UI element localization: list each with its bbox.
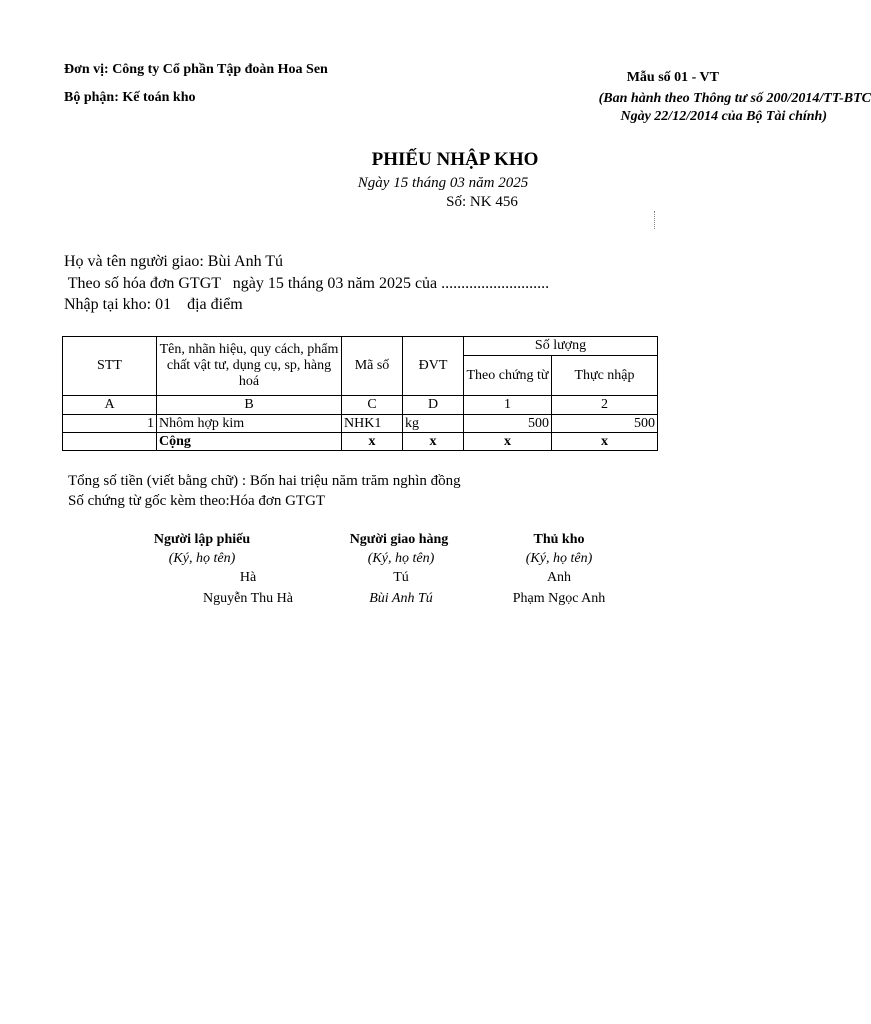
header-unit: ĐVT (403, 337, 464, 396)
row-item-name: Nhôm hợp kim (157, 415, 342, 433)
signer-signature-preparer: Hà (239, 570, 257, 585)
department: Bộ phận: Kế toán kho (64, 90, 196, 105)
signer-role-storekeeper: Thủ kho (533, 532, 585, 547)
document-date: Ngày 15 tháng 03 năm 2025 (357, 175, 529, 191)
column-code: 2 (552, 396, 658, 415)
form-code: Mẫu số 01 - VT (626, 70, 719, 85)
attached-documents: Số chứng từ gốc kèm theo:Hóa đơn GTGT (68, 493, 326, 509)
total-code: x (342, 433, 403, 451)
goods-table (62, 336, 658, 451)
column-code: C (342, 396, 403, 415)
total-row (63, 433, 658, 451)
form-issued-by: (Ban hành theo Thông tư số 200/2014/TT-BTC (598, 91, 871, 106)
header-quantity: Số lượng (464, 337, 658, 356)
row-code: NHK1 (342, 415, 403, 433)
cell-border-mark (654, 211, 659, 229)
total-in-words: Tổng số tiền (viết bằng chữ) : Bốn hai triệu năm trăm nghìn đồng (68, 473, 461, 489)
column-code-row (63, 396, 658, 415)
total-label: Cộng (157, 433, 342, 451)
deliverer-name: Họ và tên người giao: Bùi Anh Tú (64, 253, 284, 270)
signer-name-preparer: Nguyễn Thu Hà (203, 591, 293, 606)
column-code: A (63, 396, 157, 415)
document-number: Số: NK 456 (446, 194, 518, 210)
header-code: Mã số (342, 337, 403, 396)
signer-name-deliverer: Bùi Anh Tú (369, 591, 433, 606)
signer-hint-preparer: (Ký, họ tên) (168, 551, 236, 566)
row-per-document: 500 (464, 415, 552, 433)
form-date: Ngày 22/12/2014 của Bộ Tài chính) (620, 109, 827, 124)
header-per-document: Theo chứng từ (464, 356, 552, 396)
total-stt-empty (63, 433, 157, 451)
header-actual: Thực nhập (552, 356, 658, 396)
signer-hint-storekeeper: (Ký, họ tên) (525, 551, 593, 566)
table-row (63, 415, 658, 433)
total-actual: x (552, 433, 658, 451)
header-row (63, 337, 658, 356)
total-per-document: x (464, 433, 552, 451)
signer-role-preparer: Người lập phiếu (153, 532, 251, 547)
signer-role-deliverer: Người giao hàng (349, 532, 449, 547)
row-actual: 500 (552, 415, 658, 433)
invoice-reference: Theo số hóa đơn GTGT ngày 15 tháng 03 năm 2025 của ........................... (64, 275, 550, 292)
row-stt: 1 (63, 415, 157, 433)
column-code: 1 (464, 396, 552, 415)
column-code: B (157, 396, 342, 415)
header-stt: STT (63, 337, 157, 396)
column-code: D (403, 396, 464, 415)
signer-signature-storekeeper: Anh (546, 570, 572, 585)
form-reference (500, 70, 871, 130)
header-item-name: Tên, nhãn hiệu, quy cách, phẩm chất vật tư, dụng cụ, sp, hàng hoá (157, 337, 342, 396)
signer-hint-deliverer: (Ký, họ tên) (367, 551, 435, 566)
total-unit: x (403, 433, 464, 451)
signer-name-storekeeper: Phạm Ngọc Anh (512, 591, 606, 606)
row-unit: kg (403, 415, 464, 433)
document-title: PHIẾU NHẬP KHO (371, 149, 539, 170)
warehouse-location: Nhập tại kho: 01 địa điểm (64, 296, 243, 313)
signer-signature-deliverer: Tú (393, 570, 409, 585)
company-unit: Đơn vị: Công ty Cổ phần Tập đoàn Hoa Sen (64, 62, 328, 77)
